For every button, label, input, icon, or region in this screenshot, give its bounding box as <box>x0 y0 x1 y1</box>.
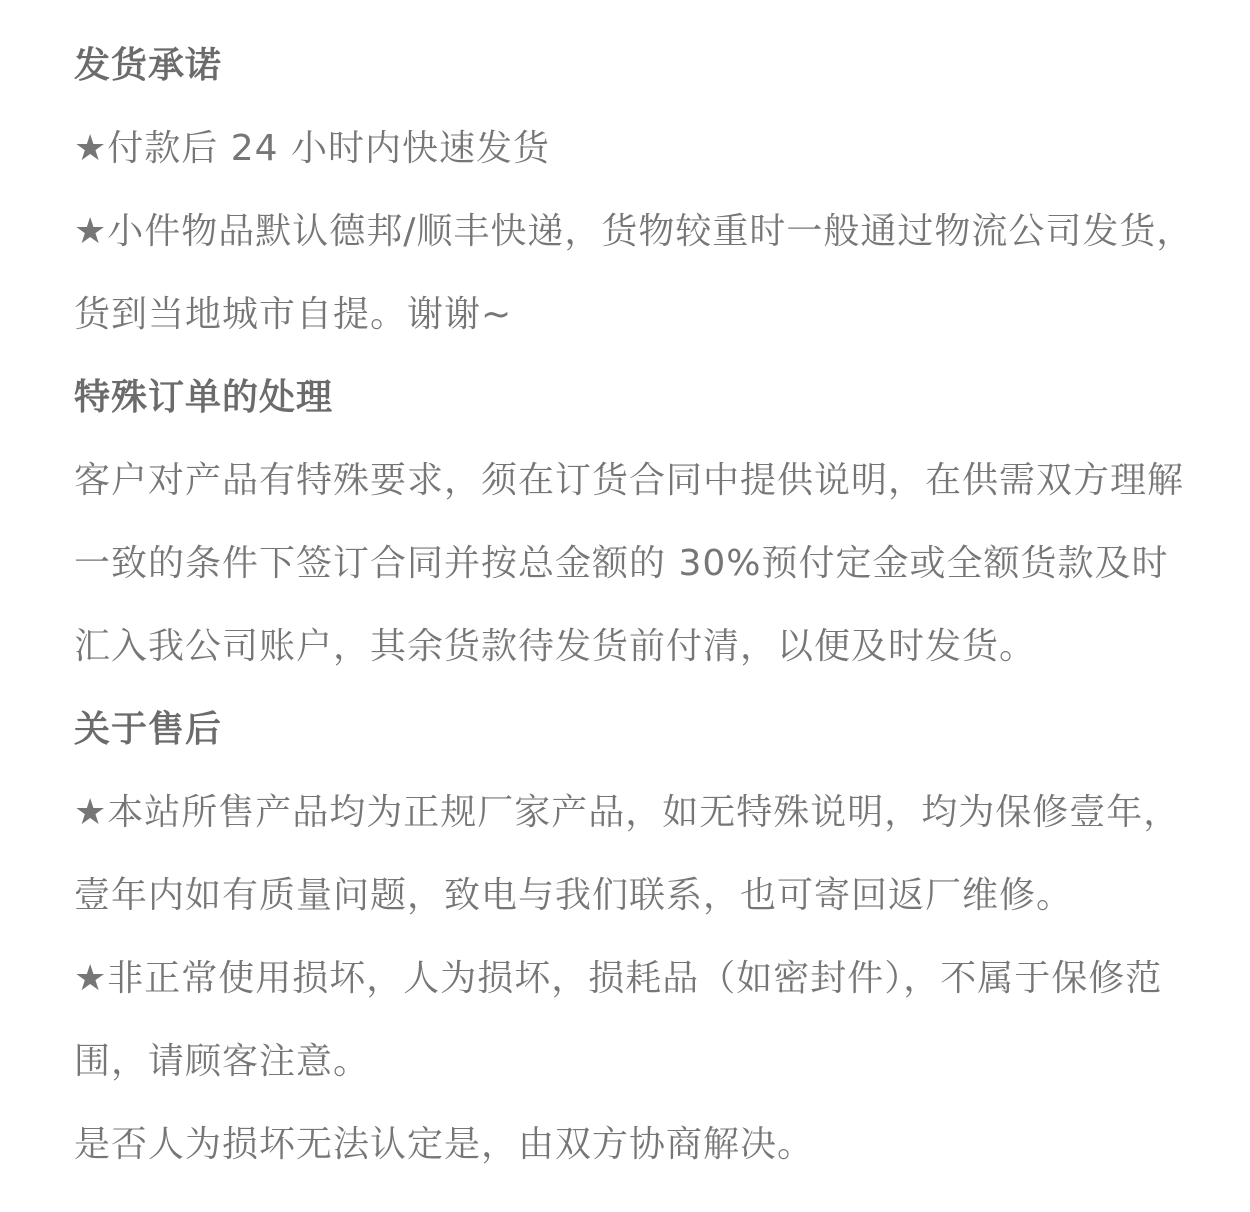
after-sales-warranty-line1: ★本站所售产品均为正规厂家产品，如无特殊说明，均为保修壹年， <box>74 792 1181 833</box>
special-orders-paragraph-line1: 客户对产品有特殊要求，须在订货合同中提供说明，在供需双方理解 <box>74 460 1185 501</box>
after-sales-warranty-line2: 壹年内如有质量问题，致电与我们联系，也可寄回返厂维修。 <box>74 875 1074 916</box>
after-sales-exclusions-line1: ★非正常使用损坏，人为损坏，损耗品（如密封件），不属于保修范 <box>74 958 1163 999</box>
after-sales-exclusions-line2: 围，请顾客注意。 <box>74 1041 371 1082</box>
after-sales-heading: 关于售后 <box>74 709 223 750</box>
after-sales-dispute-note: 是否人为损坏无法认定是，由双方协商解决。 <box>74 1124 815 1165</box>
shipping-promise-heading: 发货承诺 <box>74 45 223 86</box>
special-orders-paragraph-line2: 一致的条件下签订合同并按总金额的 30%预付定金或全额货款及时 <box>74 543 1169 584</box>
special-orders-paragraph-line3: 汇入我公司账户，其余货款待发货前付清，以便及时发货。 <box>74 626 1037 667</box>
shipping-item-fast-delivery: ★付款后 24 小时内快速发货 <box>74 128 550 169</box>
special-orders-heading: 特殊订单的处理 <box>74 377 334 418</box>
shipping-item-courier-line2: 货到当地城市自提。谢谢~ <box>74 294 513 335</box>
shipping-item-courier-line1: ★小件物品默认德邦/顺丰快递，货物较重时一般通过物流公司发货， <box>74 211 1194 252</box>
